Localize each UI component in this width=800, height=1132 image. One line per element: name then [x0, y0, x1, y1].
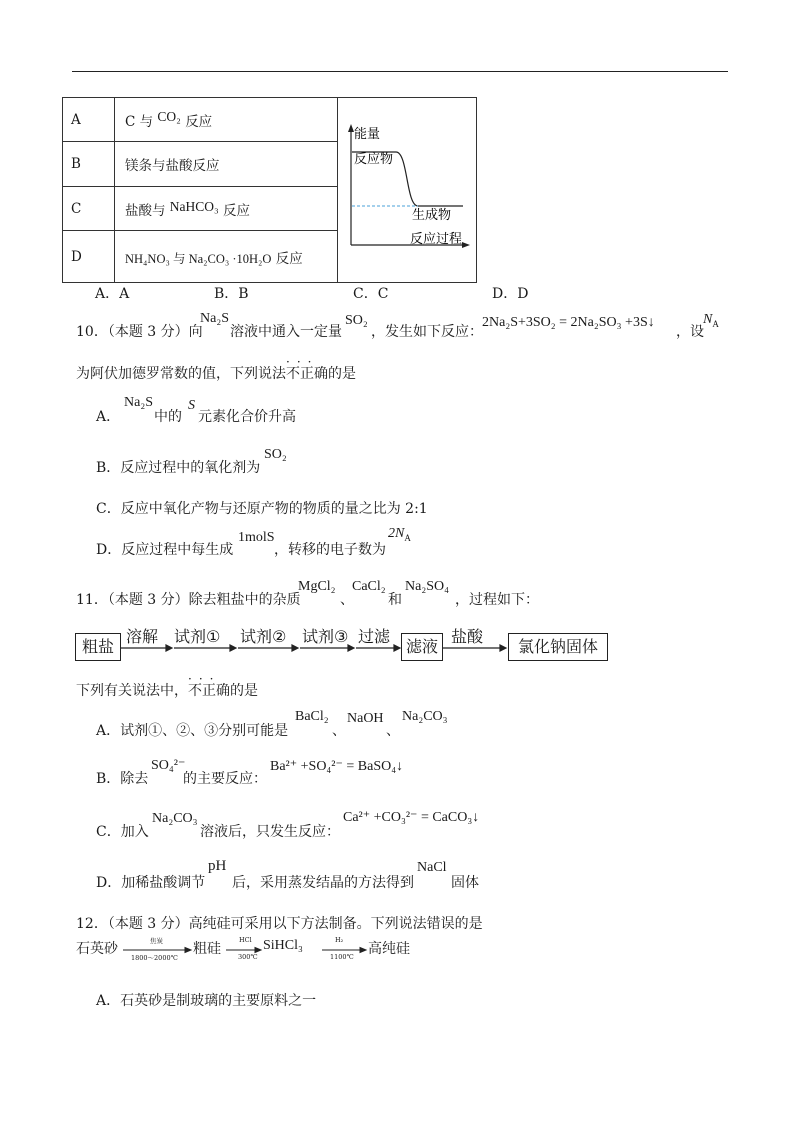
q11-stem-line2: 下列有关说法中，不正确 ··· 的是: [76, 672, 258, 699]
q11-option-a-c2: NaOH: [347, 711, 384, 726]
q10-stem-set: ，设: [676, 324, 704, 340]
q11-option-d-ph: pH: [208, 858, 227, 874]
q11-option-a-sep2: 、: [386, 723, 400, 739]
row-content: C 与 CO₂ 反应: [115, 98, 338, 142]
q11-option-d-post: 固体: [451, 875, 479, 891]
scheme-mid1: 粗硅: [193, 941, 221, 957]
flow-step-2: 试剂①: [174, 627, 221, 646]
q11-option-c-eq: Ca²⁺ +CO₃²⁻ = CaCO₃↓: [343, 810, 480, 825]
x-axis-label: 反应过程: [410, 232, 463, 247]
flow-end-box: 氯化钠固体: [508, 633, 608, 661]
scheme-cond1-bot: 1800～2000℃: [131, 954, 178, 962]
q10-stem-line2: 为阿伏加德罗常数的值，下列说法不正确 ··· 的是: [76, 355, 356, 382]
q10-na: $N_A$: [703, 312, 719, 329]
q12-option-a: A．石英砂是制玻璃的主要原料之一: [96, 993, 317, 1009]
product-label: 生成物: [412, 208, 452, 223]
q11-option-d-chem: NaCl: [417, 860, 447, 875]
flow-step-4: 试剂③: [302, 627, 349, 646]
energy-diagram: [338, 98, 476, 278]
q11-option-a-sep1: 、: [332, 723, 346, 739]
q10-option-a-post: 元素化合价升高: [198, 409, 296, 425]
q11-option-a: A．试剂①、②、③分别可能是: [96, 723, 289, 739]
q11-sep-2: 和: [388, 592, 402, 608]
flow-step-1: 溶解: [126, 627, 159, 646]
q11-option-b-mid: 的主要反应：: [183, 771, 267, 787]
q9-choice-d: D．D: [492, 286, 529, 302]
flow-mid-box: 滤液: [401, 633, 443, 661]
scheme-cond3-top: H₂: [335, 936, 344, 944]
scheme-cond2-bot: 300℃: [238, 953, 258, 961]
row-letter: B: [63, 142, 115, 186]
header-rule: [72, 71, 728, 72]
q10-stem-mid: 溶液中通入一定量: [230, 324, 342, 340]
emphasis-dots: 不正确 ···: [286, 355, 328, 382]
scheme-cond1-top: 焦炭: [150, 937, 163, 945]
q10-stem-start: 10．（本题 3 分）向: [76, 324, 203, 340]
flow-step-5: 过滤: [358, 627, 391, 646]
q10-option-c: C．反应中氧化产物与还原产物的物质的量之比为 2:1: [96, 501, 428, 517]
q11-stem-tail: ，过程如下：: [455, 592, 539, 608]
q11-option-a-c3: Na₂CO₃: [402, 709, 448, 724]
y-axis-label: 能量: [354, 127, 381, 142]
row-letter: A: [63, 98, 115, 142]
q10-option-a-mid: 中的: [154, 409, 182, 425]
flow-step-3: 试剂②: [240, 627, 287, 646]
flow-arrows: [0, 640, 800, 660]
q10-option-d-mid: ，转移的电子数为: [274, 542, 386, 558]
scheme-cond3-bot: 1100℃: [330, 953, 354, 961]
row-letter: C: [63, 186, 115, 230]
q10-stem-mid2: ，发生如下反应：: [371, 324, 483, 340]
q10-reagent: Na₂S: [200, 311, 229, 326]
q11-option-c-chem: Na₂CO₃: [152, 811, 198, 826]
q11-option-a-c1: BaCl₂: [295, 709, 329, 724]
q10-option-b-chem: SO₂: [264, 447, 287, 462]
scheme-arrows: [0, 944, 800, 956]
q10-gas: SO₂: [345, 313, 368, 328]
flow-step-6: 盐酸: [451, 627, 484, 646]
q10-option-a-s: S: [188, 398, 195, 413]
q10-equation: 2Na₂S+3SO₂ = 2Na₂SO₃ +3S↓: [482, 315, 655, 330]
row-content: NH₄NO₃ 与 Na₂CO₃ ·10H₂O 反应: [115, 231, 338, 283]
q10-option-b: B．反应过程中的氧化剂为: [96, 460, 261, 476]
row-content: 盐酸与 NaHCO₃ 反应: [115, 186, 338, 230]
energy-graph-cell: [338, 98, 477, 283]
q10-option-d: D．反应过程中每生成: [96, 542, 234, 558]
reactant-label: 反应物: [354, 152, 394, 167]
q11-impurity-2: CaCl₂: [352, 579, 386, 594]
q11-stem-start: 11．（本题 3 分）除去粗盐中的杂质: [76, 592, 301, 608]
q10-option-d-chem: 1molS: [238, 530, 275, 545]
q11-sep-1: 、: [340, 592, 354, 608]
q11-option-b: B．除去: [96, 771, 149, 787]
scheme-start: 石英砂: [76, 941, 118, 957]
row-letter: D: [63, 231, 115, 283]
q10-option-a-chem: Na₂S: [124, 395, 153, 410]
q10-option-d-val: $2N_A$: [388, 526, 411, 543]
q11-option-c-mid: 溶液后，只发生反应：: [200, 824, 340, 840]
row-content: 镁条与盐酸反应: [115, 142, 338, 186]
q11-impurity-3: Na₂SO₄: [405, 579, 449, 594]
scheme-end: 高纯硅: [368, 941, 410, 957]
q11-option-d: D．加稀盐酸调节: [96, 875, 206, 891]
q12-stem: 12．（本题 3 分）高纯硅可采用以下方法制备。下列说法错误的是: [76, 916, 483, 932]
q9-choice-b: B．B: [214, 286, 249, 302]
q9-options-table: [62, 97, 477, 283]
q11-impurity-1: MgCl₂: [298, 579, 336, 594]
q11-option-c: C．加入: [96, 824, 149, 840]
q9-choice-a: A．A: [95, 286, 130, 302]
q11-option-b-eq: Ba²⁺ +SO₄²⁻ = BaSO₄↓: [270, 759, 404, 774]
q10-option-a-label: A．: [96, 409, 121, 425]
scheme-cond2-top: HCl: [239, 936, 252, 944]
q11-option-b-ion: SO₄²⁻: [151, 758, 186, 773]
scheme-mid2: SiHCl₃: [263, 938, 303, 953]
flow-start-box: 粗盐: [75, 633, 121, 661]
q11-option-d-mid: 后，采用蒸发结晶的方法得到: [232, 875, 414, 891]
q9-choice-c: C．C: [353, 286, 389, 302]
